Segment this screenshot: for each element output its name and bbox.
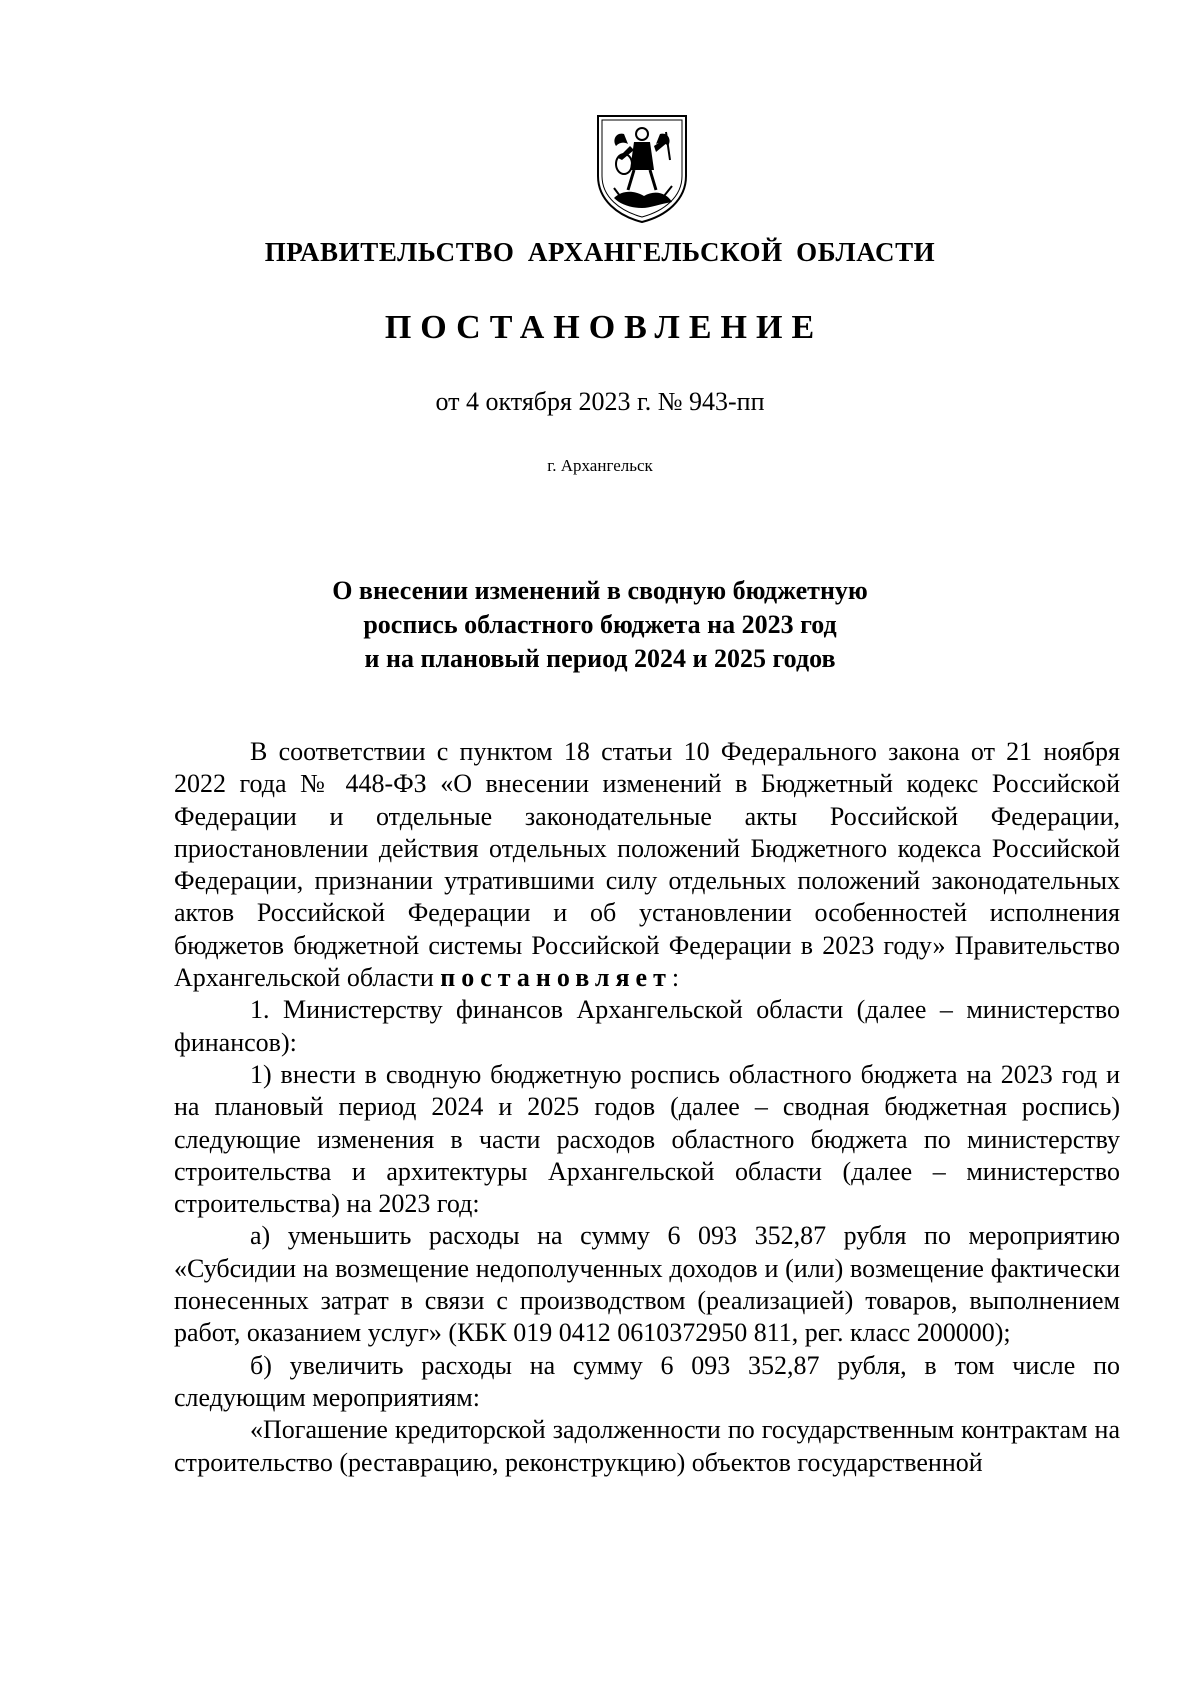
subject-line: О внесении изменений в сводную бюджетную [332, 576, 868, 605]
clause-paragraph: б) увеличить расходы на сумму 6 093 352,87 рубля, в том числе по следующим мероприятиям: [174, 1350, 1120, 1412]
subject-line: роспись областного бюджета на 2023 год [363, 610, 837, 639]
clause-paragraph: 1) внести в сводную бюджетную роспись областного бюджета на 2023 год и на плановый период 2024 и 2025 годов (далее – сводная бюджетная роспись) следующие изменения в части расходов областного бюджета по министерству строительства и архитектуры Архангельской области (далее – министерство строительства) на 2023 год: [174, 1059, 1120, 1219]
document-city: г. Архангельск [547, 456, 653, 475]
government-title: ПРАВИТЕЛЬСТВО АРХАНГЕЛЬСКОЙ ОБЛАСТИ [264, 237, 936, 267]
clause-paragraph: «Погашение кредиторской задолженности по государственным контрактам на строительство (реставрацию, реконструкцию) объектов государственной [174, 1415, 1120, 1477]
preamble-paragraph [174, 736, 1120, 994]
decree-verb: постановляет [440, 963, 672, 993]
document-body [174, 736, 1120, 1479]
document-type-heading: ПОСТАНОВЛЕНИЕ [384, 309, 824, 346]
document-date-number: от 4 октября 2023 г. № 943-пп [435, 387, 765, 416]
preamble-colon: : [671, 963, 680, 993]
subject-line: и на плановый период 2024 и 2025 годов [364, 644, 836, 673]
clause-paragraph: 1. Министерству финансов Архангельской области (далее – министерство финансов): [174, 995, 1120, 1057]
document-subject [0, 574, 1200, 676]
coat-of-arms-emblem [594, 112, 690, 226]
clause-paragraph: а) уменьшить расходы на сумму 6 093 352,87 рубля по мероприятию «Субсидии на возмещение недополученных доходов и (или) возмещение фактически понесенных затрат в связи с производством (реализацией) товаров, выполнением работ, оказанием услуг» (КБК 019 0412 0610372950 811, рег. класс 200000); [174, 1221, 1120, 1348]
preamble-text: В соответствии с пунктом 18 статьи 10 Федерального закона от 21 ноября 2022 года № 448-ФЗ «О внесении изменений в Бюджетный кодекс Российской Федерации и отдельные законодательные акты Российской Федерации, приостановлении действия отдельных положений Бюджетного кодекса Российской Федерации, признании утратившими силу отдельных положений законодательных актов Российской Федерации и об установлении особенностей исполнения бюджетов бюджетной системы Российской Федерации в 2023 году» Правительство Архангельской области [174, 737, 1120, 993]
